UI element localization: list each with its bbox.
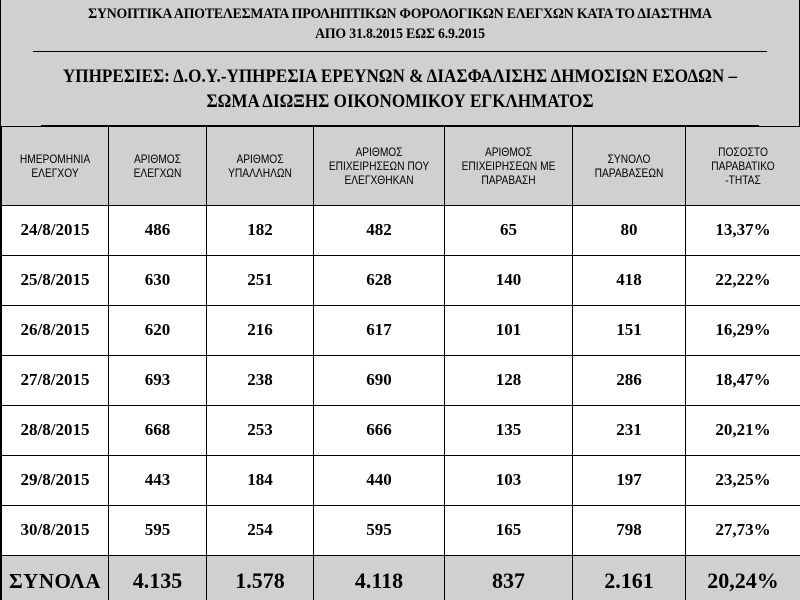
total-employees: 1.578: [207, 556, 314, 600]
cell-employees: 251: [207, 256, 314, 306]
cell-inspections: 595: [109, 506, 207, 556]
results-table: [1, 126, 800, 600]
table-row: [2, 256, 800, 306]
cell-inspections: 486: [109, 206, 207, 256]
cell-employees: 182: [207, 206, 314, 256]
table-row: [2, 456, 800, 506]
cell-total-violations: 798: [573, 506, 686, 556]
cell-violation-rate: 23,25%: [686, 456, 800, 506]
cell-violation-rate: 22,22%: [686, 256, 800, 306]
services-heading-line-1: ΥΠΗΡΕΣΙΕΣ: Δ.Ο.Υ.-ΥΠΗΡΕΣΙΑ ΕΡΕΥΝΩΝ & ΔΙΑΣΦΑΛΙΣΗΣ ΔΗΜΟΣΙΩΝ ΕΣΟΔΩΝ –: [62, 66, 738, 87]
cell-businesses-with-violation: 135: [445, 406, 573, 456]
cell-inspections: 630: [109, 256, 207, 306]
cell-date: 25/8/2015: [2, 256, 109, 306]
report-title-line-1: ΣΥΝΟΠΤΙΚΑ ΑΠΟΤΕΛΕΣΜΑΤΑ ΠΡΟΛΗΠΤΙΚΩΝ ΦΟΡΟΛΟΓΙΚΩΝ ΕΛΕΓΧΩΝ ΚΑΤΑ ΤΟ ΔΙΑΣΤΗΜΑ: [88, 6, 712, 22]
cell-employees: 254: [207, 506, 314, 556]
cell-violation-rate: 18,47%: [686, 356, 800, 406]
cell-date: 30/8/2015: [2, 506, 109, 556]
cell-violation-rate: 27,73%: [686, 506, 800, 556]
report-title-line-2: ΑΠΟ 31.8.2015 ΕΩΣ 6.9.2015: [315, 26, 485, 42]
cell-violation-rate: 20,21%: [686, 406, 800, 456]
cell-businesses-with-violation: 165: [445, 506, 573, 556]
cell-businesses-inspected: 617: [314, 306, 445, 356]
table-row: [2, 306, 800, 356]
cell-employees: 184: [207, 456, 314, 506]
cell-businesses-with-violation: 128: [445, 356, 573, 406]
total-violation-rate: 20,24%: [686, 556, 800, 600]
cell-inspections: 668: [109, 406, 207, 456]
cell-businesses-with-violation: 103: [445, 456, 573, 506]
cell-total-violations: 151: [573, 306, 686, 356]
cell-date: 27/8/2015: [2, 356, 109, 406]
cell-businesses-inspected: 482: [314, 206, 445, 256]
cell-total-violations: 197: [573, 456, 686, 506]
column-header-date: ΗΜΕΡΟΜΗΝΙΑ ΕΛΕΓΧΟΥ: [2, 127, 109, 206]
cell-total-violations: 286: [573, 356, 686, 406]
total-inspections: 4.135: [109, 556, 207, 600]
total-violations: 2.161: [573, 556, 686, 600]
cell-total-violations: 231: [573, 406, 686, 456]
column-header-employees: ΑΡΙΘΜΟΣ ΥΠΑΛΛΗΛΩΝ: [207, 127, 314, 206]
cell-employees: 238: [207, 356, 314, 406]
cell-total-violations: 418: [573, 256, 686, 306]
cell-businesses-inspected: 595: [314, 506, 445, 556]
services-heading-line-2: ΣΩΜΑ ΔΙΩΞΗΣ ΟΙΚΟΝΟΜΙΚΟΥ ΕΓΚΛΗΜΑΤΟΣ: [206, 91, 594, 112]
services-heading: [41, 52, 759, 126]
cell-businesses-with-violation: 65: [445, 206, 573, 256]
table-row: [2, 506, 800, 556]
column-header-total-violations: ΣΥΝΟΛΟ ΠΑΡΑΒΑΣΕΩΝ: [573, 127, 686, 206]
cell-violation-rate: 16,29%: [686, 306, 800, 356]
cell-businesses-with-violation: 101: [445, 306, 573, 356]
table-row: [2, 206, 800, 256]
cell-date: 29/8/2015: [2, 456, 109, 506]
cell-date: 28/8/2015: [2, 406, 109, 456]
column-header-inspections: ΑΡΙΘΜΟΣ ΕΛΕΓΧΩΝ: [109, 127, 207, 206]
cell-businesses-inspected: 628: [314, 256, 445, 306]
cell-businesses-inspected: 440: [314, 456, 445, 506]
cell-date: 24/8/2015: [2, 206, 109, 256]
cell-date: 26/8/2015: [2, 306, 109, 356]
cell-businesses-inspected: 690: [314, 356, 445, 406]
report-title: [33, 0, 767, 52]
total-businesses-with-violation: 837: [445, 556, 573, 600]
totals-label: ΣΥΝΟΛΑ: [2, 556, 109, 600]
table-header-row: [2, 127, 800, 206]
cell-inspections: 693: [109, 356, 207, 406]
column-header-businesses-with-violation: ΑΡΙΘΜΟΣ ΕΠΙΧΕΙΡΗΣΕΩΝ ΜΕ ΠΑΡΑΒΑΣΗ: [445, 127, 573, 206]
column-header-businesses-inspected: ΑΡΙΘΜΟΣ ΕΠΙΧΕΙΡΗΣΕΩΝ ΠΟΥ ΕΛΕΓΧΘΗΚΑΝ: [314, 127, 445, 206]
column-header-violation-rate: ΠΟΣΟΣΤΟ ΠΑΡΑΒΑΤΙΚΟ -ΤΗΤΑΣ: [686, 127, 800, 206]
cell-employees: 253: [207, 406, 314, 456]
cell-inspections: 443: [109, 456, 207, 506]
totals-row: [2, 556, 800, 600]
cell-employees: 216: [207, 306, 314, 356]
table-row: [2, 406, 800, 456]
cell-violation-rate: 13,37%: [686, 206, 800, 256]
cell-businesses-with-violation: 140: [445, 256, 573, 306]
cell-businesses-inspected: 666: [314, 406, 445, 456]
table-row: [2, 356, 800, 406]
total-businesses-inspected: 4.118: [314, 556, 445, 600]
cell-total-violations: 80: [573, 206, 686, 256]
cell-inspections: 620: [109, 306, 207, 356]
